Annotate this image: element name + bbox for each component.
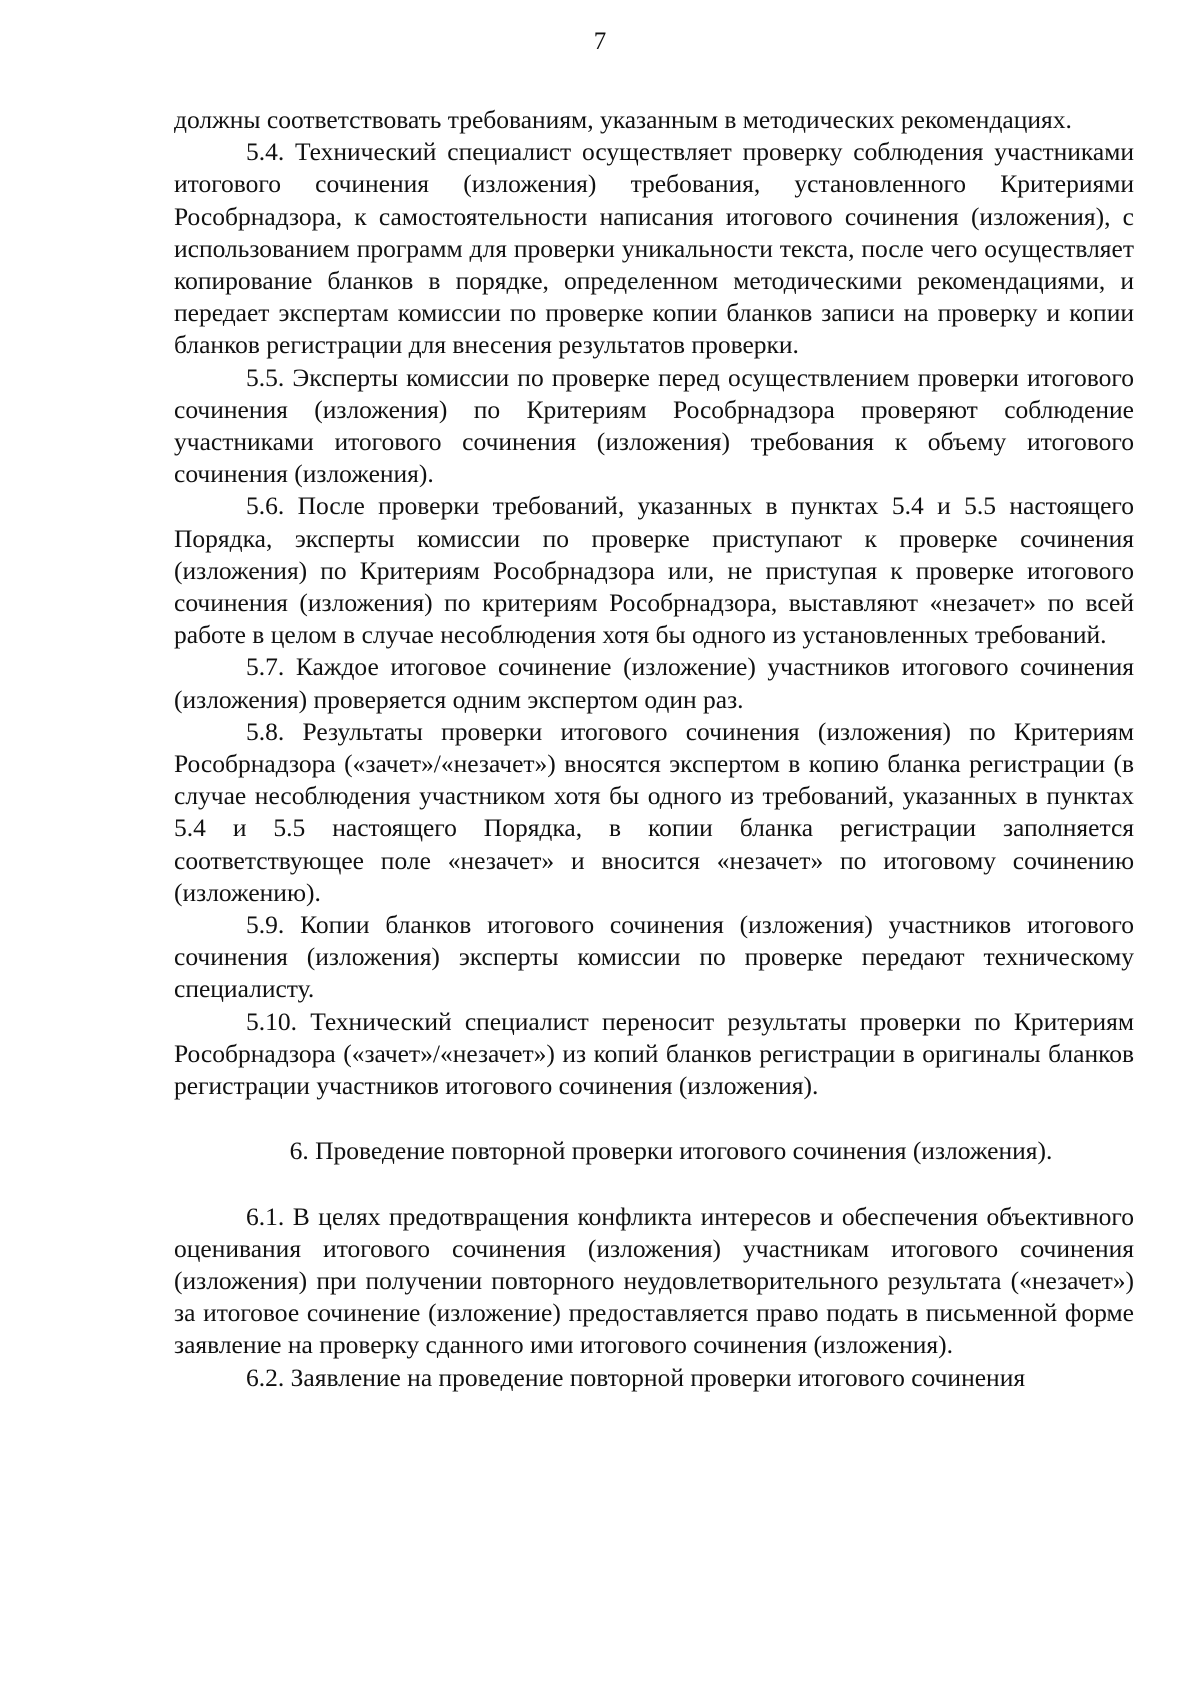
paragraph-6-2: 6.2. Заявление на проведение повторной проверки итогового сочинения bbox=[246, 1362, 1026, 1392]
paragraph-5-10: 5.10. Технический специалист переносит результаты проверки по Критериям Рособрнадзора («зачет»/«незачет») из копий бланков регистрации в оригиналы бланков регистрации участников итогового сочинения (изложения). bbox=[174, 1006, 1134, 1101]
paragraph-5-7: 5.7. Каждое итоговое сочинение (изложение) участников итогового сочинения (изложения) проверяется одним экспертом один раз. bbox=[174, 652, 1134, 714]
paragraph-5-6: 5.6. После проверки требований, указанных в пунктах 5.4 и 5.5 настоящего Порядка, эксперты комиссии по проверке приступают к проверке сочинения (изложения) по Критериям Рособрнадзора или, не приступая к проверке итогового сочинения (изложения) по критериям Рособрнадзора, выставляют «незачет» по всей работе в целом в случае несоблюдения хотя бы одного из установленных требований. bbox=[174, 491, 1134, 650]
document-body bbox=[174, 104, 1134, 1394]
page-number: 7 bbox=[593, 28, 607, 55]
paragraph-5-5: 5.5. Эксперты комиссии по проверке перед осуществлением проверки итогового сочинения (изложения) по Критериям Рособрнадзора проверяют соблюдение участниками итогового сочинения (изложения) требования к объему итогового сочинения (изложения). bbox=[174, 362, 1134, 489]
paragraph-continuation: должны соответствовать требованиям, указанным в методических рекомендациях. bbox=[174, 105, 1072, 134]
paragraph-5-8: 5.8. Результаты проверки итогового сочинения (изложения) по Критериям Рособрнадзора («зачет»/«незачет») вносятся экспертом в копию бланка регистрации (в случае несоблюдения участником хотя бы одного из требований, указанных в пунктах 5.4 и 5.5 настоящего Порядка, в копии бланка регистрации заполняется соответствующее поле «незачет» и вносится «незачет» по итоговому сочинению (изложению). bbox=[174, 716, 1134, 907]
paragraph-5-4: 5.4. Технический специалист осуществляет проверку соблюдения участниками итогового сочинения (изложения) требования, установленного Критериями Рособрнадзора, к самостоятельности написания итогового сочинения (изложения), с использованием программ для проверки уникальности текста, после чего осуществляет копирование бланков в порядке, определенном методическими рекомендациями, и передает экспертам комиссии по проверке копии бланков записи на проверку и копии бланков регистрации для внесения результатов проверки. bbox=[174, 137, 1134, 360]
section-heading-6: 6. Проведение повторной проверки итогового сочинения (изложения). bbox=[289, 1136, 1053, 1166]
paragraph-5-9: 5.9. Копии бланков итогового сочинения (изложения) участников итогового сочинения (изложения) эксперты комиссии по проверке передают техническому специалисту. bbox=[174, 910, 1134, 1004]
paragraph-6-1: 6.1. В целях предотвращения конфликта интересов и обеспечения объективного оценивания итогового сочинения (изложения) участникам итогового сочинения (изложения) при получении повторного неудовлетворительного результата («незачет») за итоговое сочинение (изложение) предоставляется право подать в письменной форме заявление на проверку сданного ими итогового сочинения (изложения). bbox=[174, 1201, 1134, 1360]
